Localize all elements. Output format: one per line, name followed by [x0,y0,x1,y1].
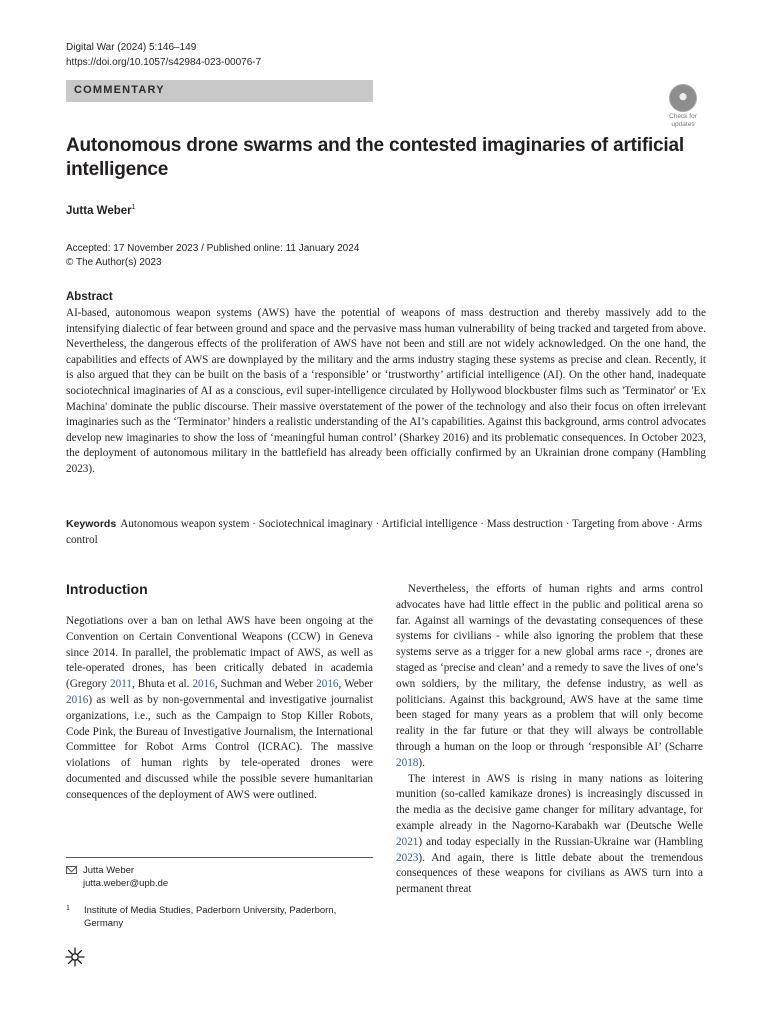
text-run: The interest in AWS is rising in many nations as loitering munition (so-called kamikaze drones) is increasingly discussed in the media as the decisive game changer for military advantage, for example already in the Nagorno-Karabakh war (Deutsche Welle [396,772,703,832]
left-column [66,580,373,804]
citation-link[interactable]: 2016 [316,678,339,691]
text-run: , Bhuta et al. [131,678,193,691]
correspondence-name: Jutta Weber [83,865,135,876]
journal-citation: Digital War (2024) 5:146–149 [66,42,197,53]
affiliation-text: Institute of Media Studies, Paderborn University, Paderborn, Germany [84,905,337,929]
affiliation-mark: 1 [66,905,70,912]
text-run: ). [418,756,425,769]
crossmark-icon [669,84,697,112]
text-run: ) and today especially in the Russian-Ukraine war (Hambling [418,835,703,848]
citation-link[interactable]: 2016 [192,678,215,691]
abstract-heading: Abstract [66,291,113,303]
envelope-icon [66,866,77,874]
author-affil-mark: 1 [131,204,136,211]
footnote-divider [66,857,373,858]
text-run: Nevertheless, the efforts of human rights and arms control advocates have had little effect in the public and political arena so far. Against all warnings of the devastating consequences of these systems for civilians - while also ignoring the problem that these systems serve as a trigger for a new global arms race -, drones are staged as ‘precise and clean’ and a remedy to save the lives of one’s own soldiers, by the military, the defense industry, as well as politicians. Against this background, AWS have at the same time been staged for many years as a problem that will only become reality in the far future or that they will always be controllable through a human on the loop or through ‘responsible AI’ (Scharre [396,583,703,753]
section-label: COMMENTARY [74,84,165,96]
text-run: , Suchman and Weber [214,678,317,691]
accepted-published: Accepted: 17 November 2023 / Published online: 11 January 2024 [66,243,360,254]
article-title: Autonomous drone swarms and the contested imaginaries of artificial intelligence [66,135,684,180]
affiliation-block [66,904,366,930]
text-run: , Weber [338,678,374,691]
crossmark-line1: Check for [669,113,697,120]
citation-link[interactable]: 2016 [66,693,89,706]
intro-paragraph-2 [396,582,703,772]
intro-paragraph-3 [396,772,703,898]
citation-link[interactable]: 2018 [396,756,419,769]
journal-header [66,40,261,70]
keywords-label: Keywords [66,518,117,530]
citation-link[interactable]: 2021 [396,835,419,848]
correspondence-block [66,864,168,890]
copyright: © The Author(s) 2023 [66,257,162,268]
author-name[interactable]: Jutta Weber [66,204,132,217]
author-line [66,204,136,217]
text-run: Negotiations over a ban on lethal AWS have been ongoing at the Convention on Certain Conventional Weapons (CCW) in Geneva since 2014. In parallel, the problematic impact of AWS, as well as tele-operated drones, has been critically debated in academia (Gregory [66,615,373,691]
check-for-updates-button[interactable] [663,84,703,128]
doi-link[interactable]: https://doi.org/10.1057/s42984-023-00076-7 [66,57,262,68]
right-column [396,582,703,898]
keywords-text: Autonomous weapon system · Sociotechnical imaginary · Artificial intelligence · Mass destruction · Targeting from above · Arms control [66,518,703,546]
citation-link[interactable]: 2023 [396,851,419,864]
springer-horse-icon [64,946,86,968]
text-run: ) as well as by non-governmental and investigative journalist organizations, i.e., such as the Campaign to Stop Killer Robots, Code Pink, the Bureau of Investigative Journalism, the International Committee for Robot Arms Control (ICRAC). The massive violations of human rights by tele-operated drones were documented and discussed while the possible severe humanitarian consequences of the deployment of AWS were outlined. [66,693,373,801]
article-dates [66,242,359,270]
intro-paragraph-1 [66,614,373,804]
keywords [66,517,706,548]
correspondence-email[interactable]: jutta.weber@upb.de [83,878,169,889]
citation-link[interactable]: 2011 [110,678,132,691]
introduction-heading: Introduction [66,581,148,597]
section-label-bar [66,80,373,102]
abstract-text: AI-based, autonomous weapon systems (AWS) have the potential of weapons of mass destruction and thereby massively add to the intensifying dialectic of fear between ground and space and the pervasive mass human vulnerability of being tracked and targeted from above. Nevertheless, the dangerous effects of the proliferation of AWS have not been and still are not widely acknowledged. On the one hand, the capabilities and effects of AWS are downplayed by the military and the arms industry staging these systems as precise and clean. Recently, it is also argued that they can be built on the basis of a ‘responsible’ or ‘trustworthy’ artificial intelligence (AI). On the other hand, inadequate sociotechnical imaginaries of AI as a conscious, evil super-intelligence circulated by Hollywood blockbuster films such as 'Terminator' or 'Ex Machina' dominate the public discourse. Their massive overstatement of the power of the technology and also their focus on often irrelevant imaginaries such as the ‘Terminator’ hinders a realistic understanding of the AI’s capabilities. Against this background, arms control advocates develop new imaginaries to show the loss of ‘meaningful human control’ (Sharkey 2016) and its problematic consequences. In October 2023, the deployment of autonomous military in the battlefield has already been officially confirmed by an Ukrainian drone company (Hambling 2023). [66,307,706,475]
crossmark-line2: updates [671,121,695,128]
text-run: ). And again, there is little debate about the tremendous consequences of these weapons for civilians as AWS turn into a permanent threat [396,851,703,896]
